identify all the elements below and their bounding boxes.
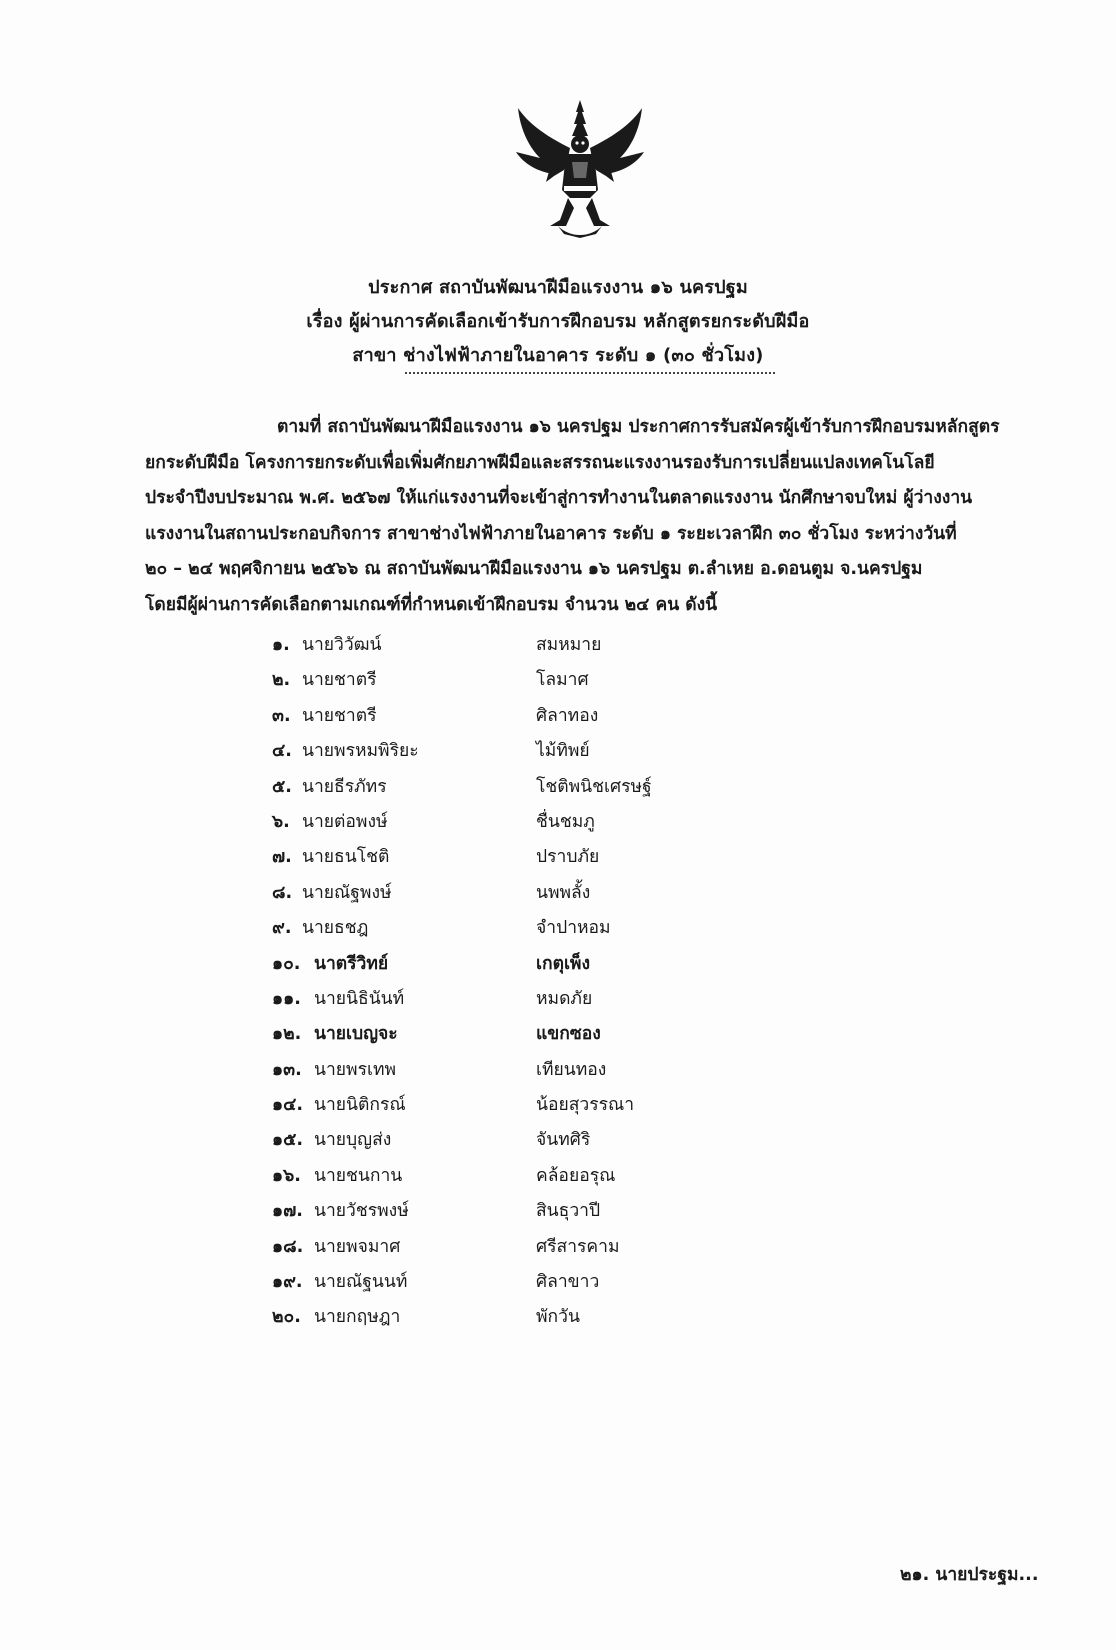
list-item	[272, 659, 792, 694]
participant-list	[272, 624, 792, 1332]
item-surname: ศิลาทอง	[536, 705, 599, 726]
item-number: ๑๗.	[272, 1201, 303, 1222]
item-name: นายต่อพงษ์	[302, 811, 388, 832]
list-item	[272, 978, 792, 1013]
announcement-subject: เรื่อง ผู้ผ่านการคัดเลือกเข้ารับการฝึกอบรม หลักสูตรยกระดับฝีมือ	[306, 311, 810, 332]
item-surname: จันทศิริ	[536, 1130, 591, 1151]
item-name: นายณัฐนนท์	[314, 1272, 408, 1293]
item-name: นายธีรภัทร	[302, 776, 387, 797]
item-surname: หมดภัย	[536, 988, 593, 1009]
item-name: นายธนโชติ	[302, 847, 390, 868]
item-name: นายพรหมพิริยะ	[302, 741, 419, 762]
list-item	[272, 1049, 792, 1084]
body-line: ประจำปีงบประมาณ พ.ศ. ๒๕๖๗ ให้แก่แรงงานที่จะเข้าสู่การทำงานในตลาดแรงงาน นักศึกษาจบใหม่ ผู้ว่างงาน	[145, 488, 973, 508]
item-number: ๒๐.	[272, 1307, 301, 1328]
item-surname: เกตุเพ็ง	[536, 953, 591, 974]
item-number: ๑๓.	[272, 1059, 302, 1080]
item-name: นายกฤษฎา	[314, 1307, 401, 1328]
item-number: ๒.	[272, 670, 291, 691]
list-item	[272, 872, 792, 907]
list-item	[272, 801, 792, 836]
list-item	[272, 1261, 792, 1296]
item-surname: เทียนทอง	[536, 1059, 607, 1080]
item-number: ๑.	[272, 635, 290, 655]
list-item	[272, 1155, 792, 1190]
announcement-branch: สาขา ช่างไฟฟ้าภายในอาคาร ระดับ ๑ (๓๐ ชั่วโมง)	[352, 345, 764, 366]
item-number: ๑๔.	[272, 1095, 304, 1116]
item-surname: คล้อยอรุณ	[536, 1165, 616, 1186]
list-item	[272, 624, 792, 659]
list-item	[272, 1296, 792, 1331]
body-line: แรงงานในสถานประกอบกิจการ สาขาช่างไฟฟ้าภายในอาคาร ระดับ ๑ ระยะเวลาฝึก ๓๐ ชั่วโมง ระหว่างวันที่	[145, 523, 957, 544]
item-number: ๙.	[272, 918, 292, 939]
item-number: ๗.	[272, 847, 292, 868]
list-item	[272, 1119, 792, 1154]
item-number: ๑๙.	[272, 1272, 303, 1293]
item-surname: ศิลาขาว	[536, 1272, 600, 1293]
item-name: นายชาตรี	[302, 670, 377, 691]
list-item	[272, 1226, 792, 1261]
item-surname: น้อยสุวรรณา	[536, 1095, 635, 1116]
item-surname: ไม้ทิพย์	[536, 741, 590, 762]
item-surname: โชติพนิชเศรษฐ์	[536, 776, 652, 797]
item-name: นายวัชรพงษ์	[314, 1201, 409, 1222]
item-surname: จำปาหอม	[536, 918, 611, 939]
item-name: นายนิติกรณ์	[314, 1095, 406, 1116]
item-surname: นพพลั้ง	[536, 882, 591, 903]
body-line: ตามที่ สถาบันพัฒนาฝีมือแรงงาน ๑๖ นครปฐม ประกาศการรับสมัครผู้เข้ารับการฝึกอบรมหลักสูตร	[277, 417, 1000, 437]
item-name: นายพจมาศ	[314, 1236, 401, 1257]
item-number: ๔.	[272, 741, 292, 762]
list-item	[272, 836, 792, 871]
item-surname: แขกซอง	[536, 1024, 601, 1045]
list-item	[272, 1013, 792, 1048]
list-item	[272, 1190, 792, 1225]
dotted-divider	[405, 372, 775, 374]
list-item	[272, 943, 792, 978]
item-name: นายชาตรี	[302, 705, 377, 726]
item-surname: ชื่นชมภู	[536, 811, 595, 832]
body-line: ยกระดับฝีมือ โครงการยกระดับเพื่อเพิ่มศักยภาพฝีมือและสรรถนะแรงงานรองรับการเปลี่ยนแปลงเทคโนโลยี	[145, 452, 935, 473]
garuda-emblem-icon	[510, 98, 650, 240]
item-number: ๕.	[272, 776, 292, 797]
announcement-title: ประกาศ สถาบันพัฒนาฝีมือแรงงาน ๑๖ นครปฐม	[368, 277, 748, 298]
item-number: ๑๕.	[272, 1130, 304, 1151]
item-surname: ปราบภัย	[536, 847, 600, 868]
item-name: นายบุญส่ง	[314, 1130, 392, 1151]
item-name: นายธชฎ	[302, 918, 369, 939]
item-number: ๑๑.	[272, 988, 301, 1009]
item-name: นาตรีวิทย์	[314, 953, 389, 974]
item-number: ๓.	[272, 705, 291, 726]
item-name: นายพรเทพ	[314, 1059, 397, 1080]
item-name: นายเบญจะ	[314, 1024, 398, 1045]
list-item	[272, 1084, 792, 1119]
item-number: ๑๖.	[272, 1165, 301, 1186]
list-item	[272, 695, 792, 730]
item-number: ๑๐.	[272, 953, 301, 974]
list-item	[272, 730, 792, 765]
item-surname: พักวัน	[536, 1307, 580, 1328]
item-name: นายวิวัฒน์	[302, 635, 382, 655]
body-line: โดยมีผู้ผ่านการคัดเลือกตามเกณฑ์ที่กำหนดเข้าฝึกอบรม จำนวน ๒๔ คน ดังนี้	[145, 594, 718, 615]
list-item	[272, 907, 792, 942]
list-item	[272, 766, 792, 801]
item-number: ๑๒.	[272, 1024, 302, 1045]
page-continuation: ๒๑. นายประฐม...	[900, 1565, 1039, 1585]
item-number: ๘.	[272, 882, 293, 903]
item-surname: สมหมาย	[536, 635, 602, 655]
item-number: ๑๘.	[272, 1236, 304, 1257]
item-surname: โลมาศ	[536, 670, 589, 691]
item-name: นายนิธินันท์	[314, 988, 405, 1009]
item-name: นายชนกาน	[314, 1165, 403, 1186]
announcement-body	[145, 410, 1050, 623]
item-number: ๖.	[272, 811, 290, 832]
body-line: ๒๐ – ๒๔ พฤศจิกายน ๒๕๖๖ ณ สถาบันพัฒนาฝีมือแรงงาน ๑๖ นครปฐม ต.ลำเหย อ.ดอนตูม จ.นครปฐม	[145, 559, 923, 579]
item-name: นายณัฐพงษ์	[302, 882, 392, 903]
item-surname: สินธุวาปี	[536, 1201, 601, 1222]
item-surname: ศรีสารคาม	[536, 1236, 620, 1257]
